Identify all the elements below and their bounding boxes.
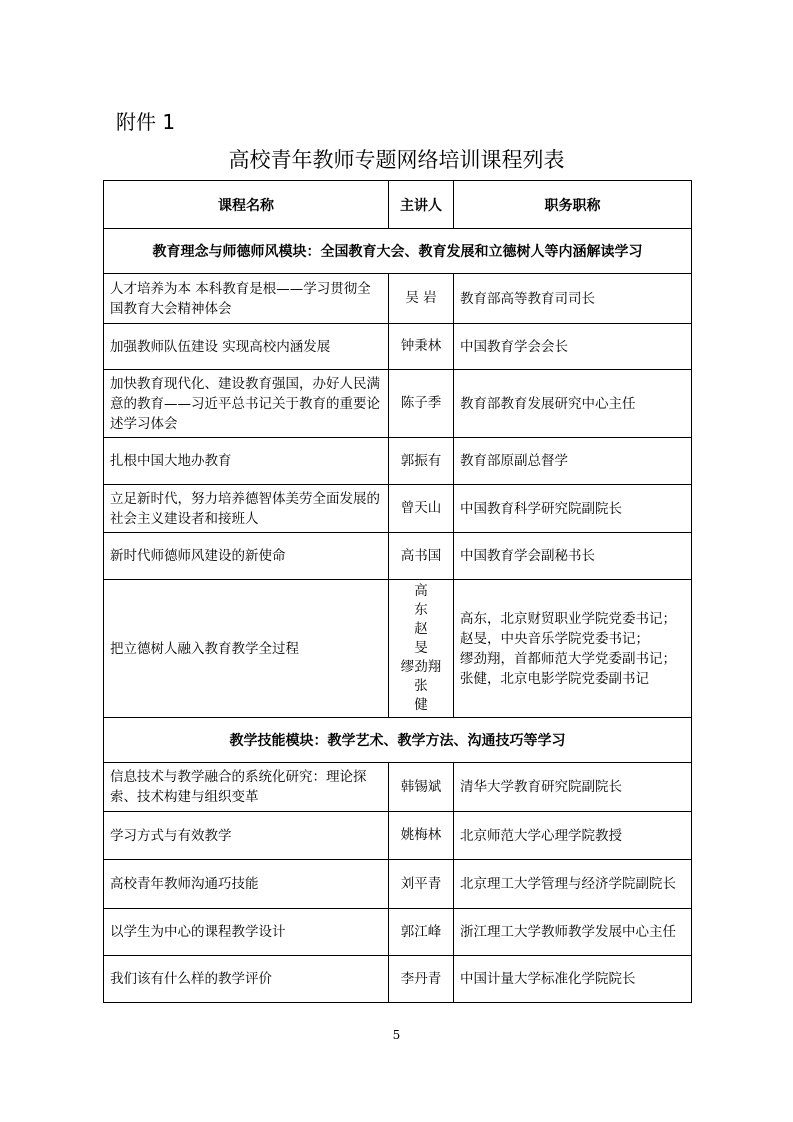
section-row (104, 718, 692, 763)
course-name: 我们该有什么样的教学评价 (104, 956, 389, 1003)
lecturer-position: 中国教育学会副秘书长 (454, 533, 692, 580)
course-name: 学习方式与有效教学 (104, 812, 389, 860)
lecturer-position: 高东，北京财贸职业学院党委书记； (460, 610, 676, 627)
section-title: 教育理念与师德师风模块：全国教育大会、教育发展和立德树人等内涵解读学习 (104, 229, 692, 274)
course-name: 新时代师德师风建设的新使命 (104, 533, 389, 580)
lecturer-name: 韩锡斌 (389, 763, 454, 812)
section-title: 教学技能模块：教学艺术、教学方法、沟通技巧等学习 (104, 718, 692, 763)
table-row (104, 909, 692, 956)
table-row-multi-lecturer (104, 580, 692, 718)
lecturer-position: 教育部高等教育司司长 (454, 274, 692, 324)
course-name: 高校青年教师沟通巧技能 (104, 860, 389, 909)
lecturer-name: 张 健 (414, 678, 435, 713)
lecturer-position: 中国教育学会会长 (454, 324, 692, 370)
page-number: 5 (392, 1028, 401, 1042)
lecturer-name: 李丹青 (389, 956, 454, 1003)
table-row (104, 812, 692, 860)
table-row (104, 763, 692, 812)
lecturer-name: 曾天山 (389, 485, 454, 533)
course-name: 立足新时代，努力培养德智体美劳全面发展的社会主义建设者和接班人 (104, 485, 389, 533)
lecturer-position-list (454, 580, 692, 718)
table-header-row (104, 181, 692, 229)
lecturer-name: 郭振有 (389, 438, 454, 485)
lecturer-name: 姚梅林 (389, 812, 454, 860)
lecturer-position: 清华大学教育研究院副院长 (454, 763, 692, 812)
lecturer-name: 郭江峰 (389, 909, 454, 956)
table-row (104, 274, 692, 324)
lecturer-name: 刘平青 (389, 860, 454, 909)
lecturer-position: 中国教育科学研究院副院长 (454, 485, 692, 533)
lecturer-name: 吴 岩 (389, 274, 454, 324)
table-row (104, 533, 692, 580)
lecturer-position: 张健，北京电影学院党委副书记 (460, 670, 649, 687)
table-row (104, 324, 692, 370)
lecturer-position: 北京师范大学心理学院教授 (454, 812, 692, 860)
lecturer-position: 教育部教育发展研究中心主任 (454, 370, 692, 438)
lecturer-name: 陈子季 (389, 370, 454, 438)
lecturer-position: 教育部原副总督学 (454, 438, 692, 485)
table-row (104, 860, 692, 909)
table-row (104, 956, 692, 1003)
course-name: 加强教师队伍建设 实现高校内涵发展 (104, 324, 389, 370)
lecturer-position: 缪劲翔，首都师范大学党委副书记； (460, 650, 676, 667)
lecturer-position: 赵旻，中央音乐学院党委书记； (460, 630, 649, 647)
lecturer-name: 高 东 (414, 583, 435, 618)
course-name: 以学生为中心的课程教学设计 (104, 909, 389, 956)
attachment-label: 附件 1 (116, 110, 176, 134)
table-row (104, 370, 692, 438)
lecturer-position: 浙江理工大学教师教学发展中心主任 (454, 909, 692, 956)
document-title: 高校青年教师专题网络培训课程列表 (228, 148, 565, 172)
header-course: 课程名称 (104, 181, 389, 229)
course-table (103, 180, 692, 1003)
lecturer-position: 北京理工大学管理与经济学院副院长 (454, 860, 692, 909)
lecturer-list (389, 580, 454, 718)
header-position: 职务职称 (454, 181, 692, 229)
lecturer-name: 高书国 (389, 533, 454, 580)
lecturer-name: 缪劲翔 (400, 659, 442, 675)
course-name: 扎根中国大地办教育 (104, 438, 389, 485)
section-row (104, 229, 692, 274)
header-lecturer: 主讲人 (389, 181, 454, 229)
course-name: 加快教育现代化、建设教育强国，办好人民满意的教育——习近平总书记关于教育的重要论述学习体会 (104, 370, 389, 438)
course-name: 人才培养为本 本科教育是根——学习贯彻全国教育大会精神体会 (104, 274, 389, 324)
table-row (104, 485, 692, 533)
table-row (104, 438, 692, 485)
lecturer-name: 钟秉林 (389, 324, 454, 370)
course-name: 把立德树人融入教育教学全过程 (104, 580, 389, 718)
course-name: 信息技术与教学融合的系统化研究：理论探索、技术构建与组织变革 (104, 763, 389, 812)
lecturer-name: 赵 旻 (414, 621, 435, 656)
lecturer-position: 中国计量大学标准化学院院长 (454, 956, 692, 1003)
